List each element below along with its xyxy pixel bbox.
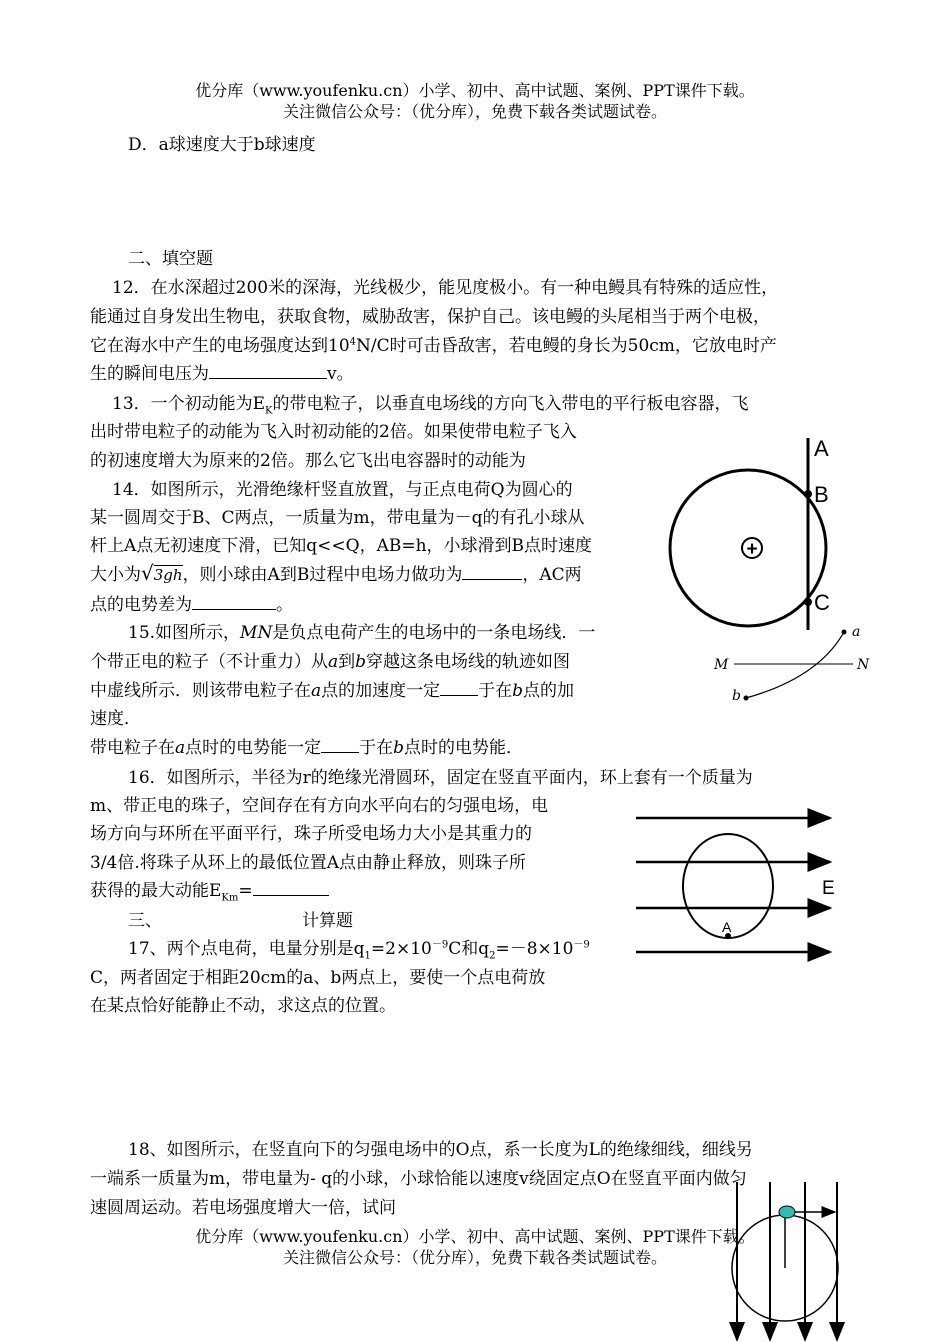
q14-label-c: C	[814, 590, 830, 615]
q14-point-c	[804, 598, 812, 606]
q17-line-1: 17、两个点电荷，电量分别是$q_1=2\times 10^{-9}C$和$q_2=-8\times 10^{-9}$	[128, 939, 590, 962]
q15-line-3: 中虚线所示．则该带电粒子在a点的加速度一定 于在b点的加	[90, 681, 575, 701]
q14-line-5: 点的电势差为 。	[90, 595, 293, 615]
q17-line-2: C，两者固定于相距20cm的a、b两点上，要使一个点电荷放	[90, 968, 546, 988]
q18-figure	[725, 1180, 850, 1342]
q15-line-5: 带电粒子在a点时的电势能一定 于在b点时的电势能．	[90, 738, 524, 758]
q18-ball	[779, 1206, 795, 1218]
q14-label-a: A	[814, 436, 829, 461]
q14-label-b: B	[814, 482, 829, 507]
q15-label-b: b	[732, 688, 741, 704]
q12-answer-blank[interactable]	[209, 362, 327, 379]
option-d: D．a球速度大于b球速度	[128, 135, 316, 155]
q18-line-2: 一端系一质量为m，带电量为- q的小球，小球恰能以速度v绕固定点O在竖直平面内做匀	[90, 1169, 747, 1189]
q15-acceleration-blank[interactable]	[440, 679, 478, 696]
q14-line-1: 14．如图所示，光滑绝缘杆竖直放置，与正点电荷Q为圆心的	[112, 480, 573, 500]
header-line-1: 优分库（www.youfenku.cn）小学、初中、高中试题、案例、PPT课件下载。	[195, 81, 755, 100]
q12-line-1: 12．在水深超过200米的深海，光线极少，能见度极小。有一种电鳗具有特殊的适应性，	[112, 278, 779, 298]
q16-line-3: 场方向与环所在平面平行，珠子所受电场力大小是其重力的	[90, 824, 532, 844]
q15-label-n: N	[857, 657, 870, 673]
q13-line-2: 出时带电粒子的动能为飞入时初动能的2倍。如果使带电粒子飞入	[90, 422, 577, 442]
q12-line-3: 它在海水中产生的电场强度达到$10^4N/C$时可击昏敌害，若电鳗的身长为50cm，它放电时产	[90, 336, 777, 356]
section-3-number: 三、	[128, 911, 162, 931]
q14-line-4: 大小为√3gh，则小球由A到B过程中电场力做功为 ，AC两	[90, 561, 582, 585]
q17-line-3: 在某点恰好能静止不动，求这点的位置。	[90, 996, 396, 1016]
q14-point-b	[804, 490, 812, 498]
header-line-2: 关注微信公众号：（优分库），免费下载各类试题试卷。	[282, 102, 667, 121]
q16-answer-blank[interactable]	[253, 879, 329, 896]
q14-work-blank[interactable]	[462, 563, 522, 580]
footer-line-1: 优分库（www.youfenku.cn）小学、初中、高中试题、案例、PPT课件下载。	[195, 1227, 755, 1246]
q15-label-a: a	[852, 624, 861, 640]
q16-line-4: 3/4倍.将珠子从环上的最低位置A点由静止释放，则珠子所	[90, 853, 527, 873]
q15-point-b	[744, 696, 749, 701]
q15-trajectory	[746, 632, 844, 698]
q14-line-3: 杆上A点无初速度下滑，已知q<<Q，AB=h，小球滑到B点时速度	[90, 536, 593, 556]
q15-label-m: M	[714, 657, 729, 673]
q16-figure	[630, 800, 850, 970]
section-2-title: 二、填空题	[128, 249, 213, 269]
q15-line-4: 速度．	[90, 709, 141, 729]
q15-line-2: 个带正电的粒子（不计重力）从a到b穿越这条电场线的轨迹如图	[90, 652, 571, 672]
q12-line-2: 能通过自身发出生物电，获取食物，威胁敌害，保护自己。该电鳗的头尾相当于两个电极，	[90, 307, 770, 327]
footer-line-2: 关注微信公众号：（优分库），免费下载各类试题试卷。	[282, 1248, 667, 1267]
q15-energy-blank[interactable]	[321, 736, 359, 753]
q16-line-1: 16．如图所示，半径为r的绝缘光滑圆环，固定在竖直平面内，环上套有一个质量为	[128, 768, 753, 788]
q18-line-3: 速圆周运动。若电场强度增大一倍，试问	[90, 1198, 396, 1218]
q13-line-3: 的初速度增大为原来的2倍。那么它飞出电容器时的动能为	[90, 451, 526, 471]
q14-figure	[670, 430, 840, 630]
section-3-title: 计算题	[302, 911, 353, 931]
q13-line-1: 13．一个初动能为$E_K$的带电粒子，以垂直电场线的方向飞入带电的平行板电容器，飞	[112, 394, 749, 417]
q14-charge-sign: +	[746, 539, 758, 560]
q16-line-2: m、带正电的珠子，空间存在有方向水平向右的匀强电场，电	[90, 796, 549, 816]
q16-line-5: 获得的最大动能$E_{Km}=$	[90, 876, 329, 903]
q14-potential-blank[interactable]	[192, 593, 276, 610]
q12-line-4: 生的瞬间电压为 v。	[90, 364, 354, 384]
q18-line-1: 18、如图所示，在竖直向下的匀强电场中的O点，系一长度为L的绝缘细线，细线另	[128, 1140, 753, 1160]
q14-line-2: 某一圆周交于B、C两点，一质量为m，带电量为－q的有孔小球从	[90, 508, 585, 528]
q15-point-a	[842, 630, 847, 635]
q15-figure	[710, 620, 880, 710]
q16-label-e: E	[822, 878, 835, 899]
q15-line-1: 15.如图所示，MN是负点电荷产生的电场中的一条电场线．一	[128, 623, 596, 643]
q16-label-a: A	[722, 919, 732, 935]
